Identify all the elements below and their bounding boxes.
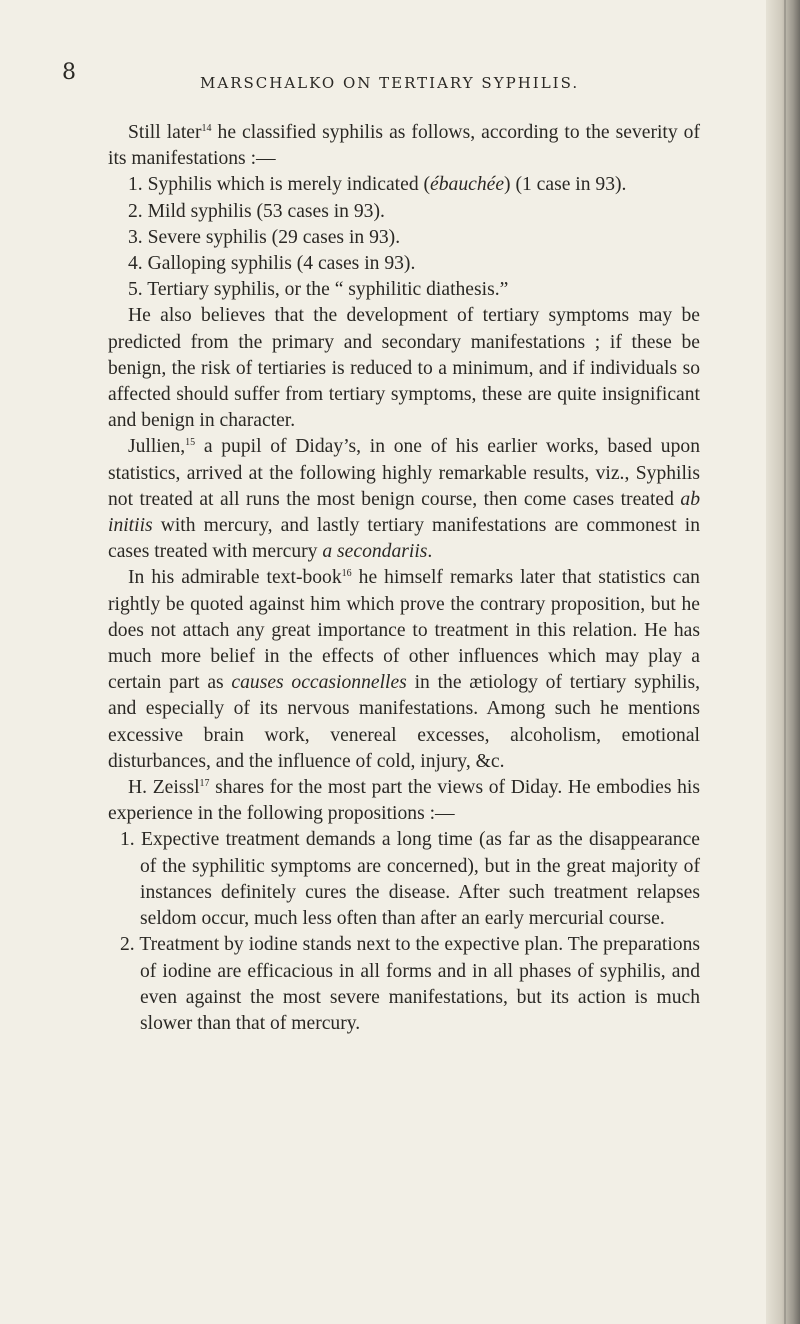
footnote-ref-15: 15 [185, 437, 196, 449]
jullien-paragraph: Jullien,$^{15}$ a pupil of Diday’s, in one of his earlier works, based upon statistics, arrived at the following highly remarkable results, viz., Syphilis not treated at all runs the most benign course, then come cases treated ab initiis with mercury, and lastly tertiary manifestations are commonest in cases treated with mercury a secondariis. [108, 436, 700, 563]
page-edge-shadow [766, 0, 800, 1324]
body-text [108, 120, 700, 1037]
textbook-paragraph: In his admirable text-book$^{16}$ he himself remarks later that statistics can rightly be quoted against him which prove the contrary proposition, but he does not attach any great importance to treatment in this relation. He has much more belief in the effects of other influences which may play a certain part as causes occasionnelles in the ætiology of tertiary syphilis, and especially of its nervous manifestations. Among such he mentions excessive brain work, venereal excesses, alcoholism, emotional disturbances, and the influence of cold, injury, &c. [108, 567, 700, 772]
believes-paragraph: He also believes that the development of tertiary symptoms may be predicted from the primary and secondary manifestations ; if these be benign, the risk of tertiaries is reduced to a minimum, and if individuals so affected should suffer from tertiary symptoms, these are quite insignificant and benign in character. [108, 305, 700, 432]
list-item: 4. Galloping syphilis (4 cases in 93). [128, 253, 416, 275]
zeissl-paragraph: H. Zeissl$^{17}$ shares for the most part the views of Diday. He embodies his experience in the following propositions :— [108, 777, 701, 825]
list-item: 2. Mild syphilis (53 cases in 93). [128, 200, 385, 222]
page-number: 8 [62, 60, 76, 85]
footnote-ref-14: 14 [201, 123, 212, 134]
running-title: MARSCHALKO ON TERTIARY SYPHILIS. [200, 74, 580, 92]
classification-list [108, 172, 700, 303]
list-item: 5. Tertiary syphilis, or the “ syphilitic diathesis.” [128, 279, 509, 301]
list-item: 3. Severe syphilis (29 cases in 93). [128, 226, 401, 248]
list-item: 1. Syphilis which is merely indicated (ébauchée) (1 case in 93). [128, 174, 627, 196]
propositions-list [108, 827, 700, 1037]
intro-paragraph: Still later$^{14}$ he classified syphilis as follows, according to the severity of its manifestations :— [108, 122, 700, 170]
list-item: 1. Expective treatment demands a long time (as far as the disappearance of the syphilitic symptoms are concerned), but in the great majority of instances definitely cures the disease. After such treatment relapses seldom occur, much less often than after an early mercurial course. [120, 829, 701, 930]
footnote-ref-16: 16 [341, 568, 352, 580]
footnote-ref-17: 17 [199, 778, 210, 790]
page-edge-line [784, 0, 786, 1324]
list-item: 2. Treatment by iodine stands next to the expective plan. The preparations of iodine are efficacious in all forms and in all phases of syphilis, and even against the most severe manifestations, but its action is much slower than that of mercury. [120, 934, 700, 1034]
